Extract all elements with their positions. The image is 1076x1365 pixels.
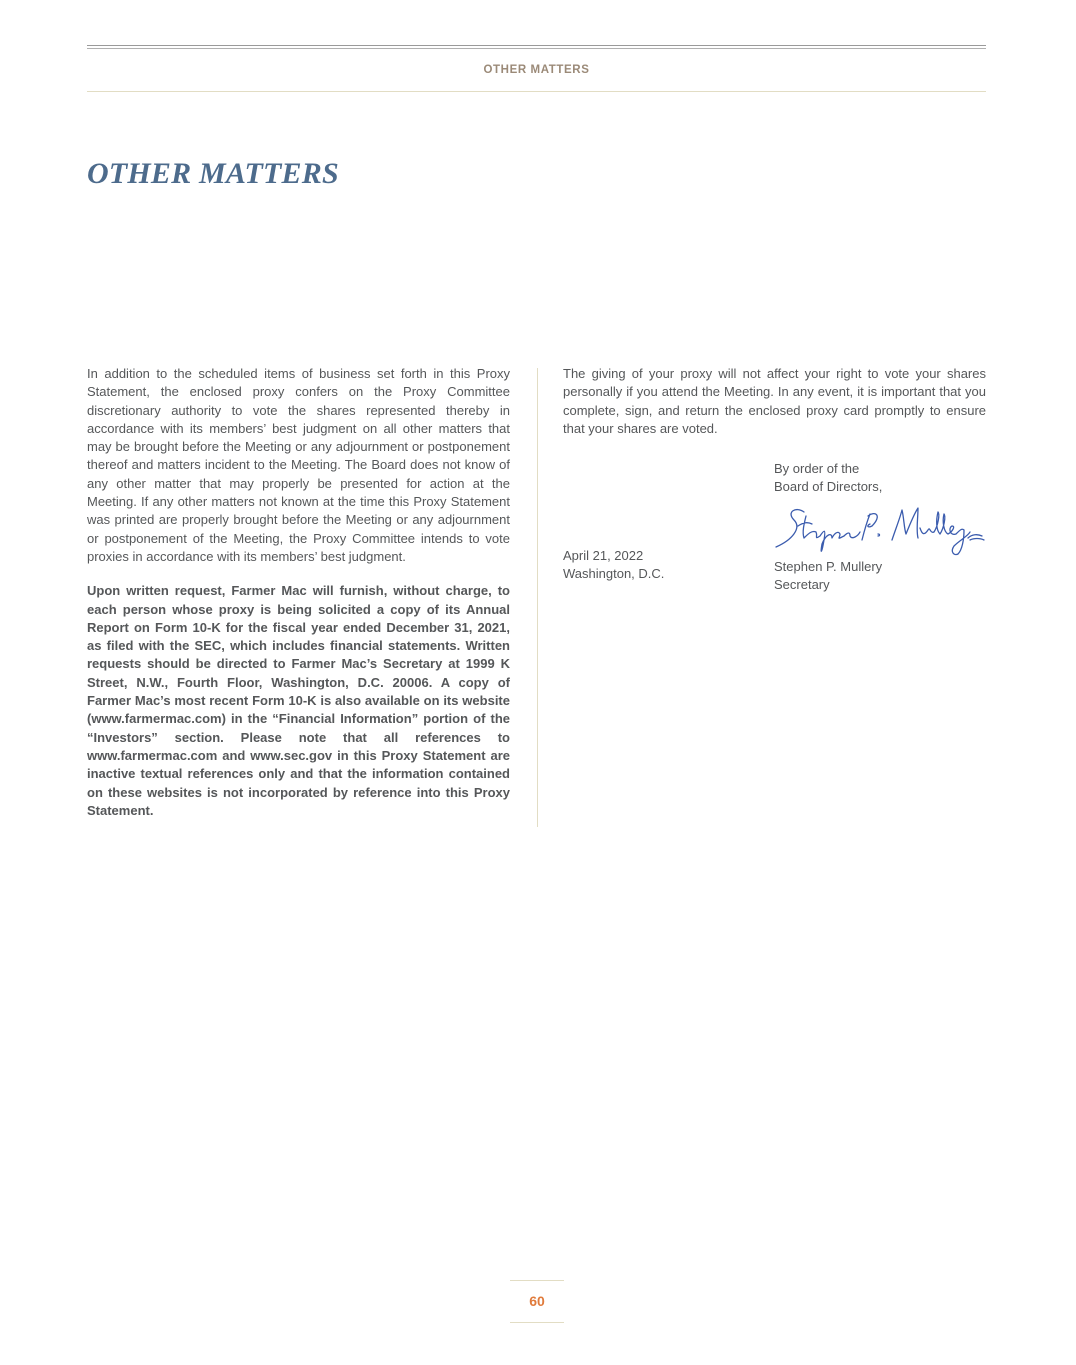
page-number: 60 xyxy=(529,1293,545,1309)
right-column xyxy=(563,365,986,438)
header-rule-double-top xyxy=(87,45,986,46)
proxy-voting-paragraph: The giving of your proxy will not affect your right to vote your shares personally if you attend the Meeting. In any event, it is important that you complete, sign, and return the enclosed proxy card promptly to ensure that your shares are voted. xyxy=(563,366,986,436)
page-title: OTHER MATTERS xyxy=(87,157,339,190)
signatory-title: Secretary xyxy=(774,577,830,593)
header-rule-double-bottom xyxy=(87,48,986,49)
signatory-block xyxy=(774,558,882,595)
by-order-line: By order of the xyxy=(774,461,860,476)
header-rule xyxy=(87,91,986,92)
date-place-block xyxy=(563,547,664,584)
board-line: Board of Directors, xyxy=(774,479,883,495)
document-place: Washington, D.C. xyxy=(563,566,665,582)
footer-rule-top xyxy=(510,1280,564,1281)
annual-report-request-paragraph: Upon written request, Farmer Mac will furnish, without charge, to each person whose proxy is being solicited a copy of its Annual Report on Form 10-K for the fiscal year ended December 31, 2021, as filed with the SEC, which includes financial statements. Written requests should be directed to Farmer Mac’s Secretary at 1999 K Street, N.W., Fourth Floor, Washington, D.C. 20006. A copy of Farmer Mac’s most recent Form 10-K is also available on its website (www.farmermac.com) in the “Financial Information” portion of the “Investors” section. Please note that all references to www.farmermac.com and www.sec.gov in this Proxy Statement are inactive textual references only and that the information contained on these websites is not incorporated by reference into this Proxy Statement. xyxy=(87,583,510,818)
signatory-name: Stephen P. Mullery xyxy=(774,559,883,574)
by-order-block xyxy=(774,460,994,497)
document-date: April 21, 2022 xyxy=(563,548,644,563)
left-column xyxy=(87,365,510,820)
column-divider xyxy=(537,368,538,827)
other-matters-paragraph: In addition to the scheduled items of business set forth in this Proxy Statement, the enclosed proxy confers on the Proxy Committee discretionary authority to vote the shares represented thereby in accordance with its members’ best judgment on all other matters that may be brought before the Meeting or any adjournment or postponement thereof and matters incident to the Meeting. The Board does not know of any other matter that may properly be presented for action at the Meeting. If any other matters not known at the time this Proxy Statement was printed are properly brought before the Meeting or any adjournment or postponement of the Meeting, the Proxy Committee intends to vote proxies in accordance with its members’ best judgment. xyxy=(87,366,510,564)
handwritten-signature xyxy=(774,500,988,560)
running-header: OTHER MATTERS xyxy=(483,64,590,76)
footer-rule-bottom xyxy=(510,1322,564,1323)
